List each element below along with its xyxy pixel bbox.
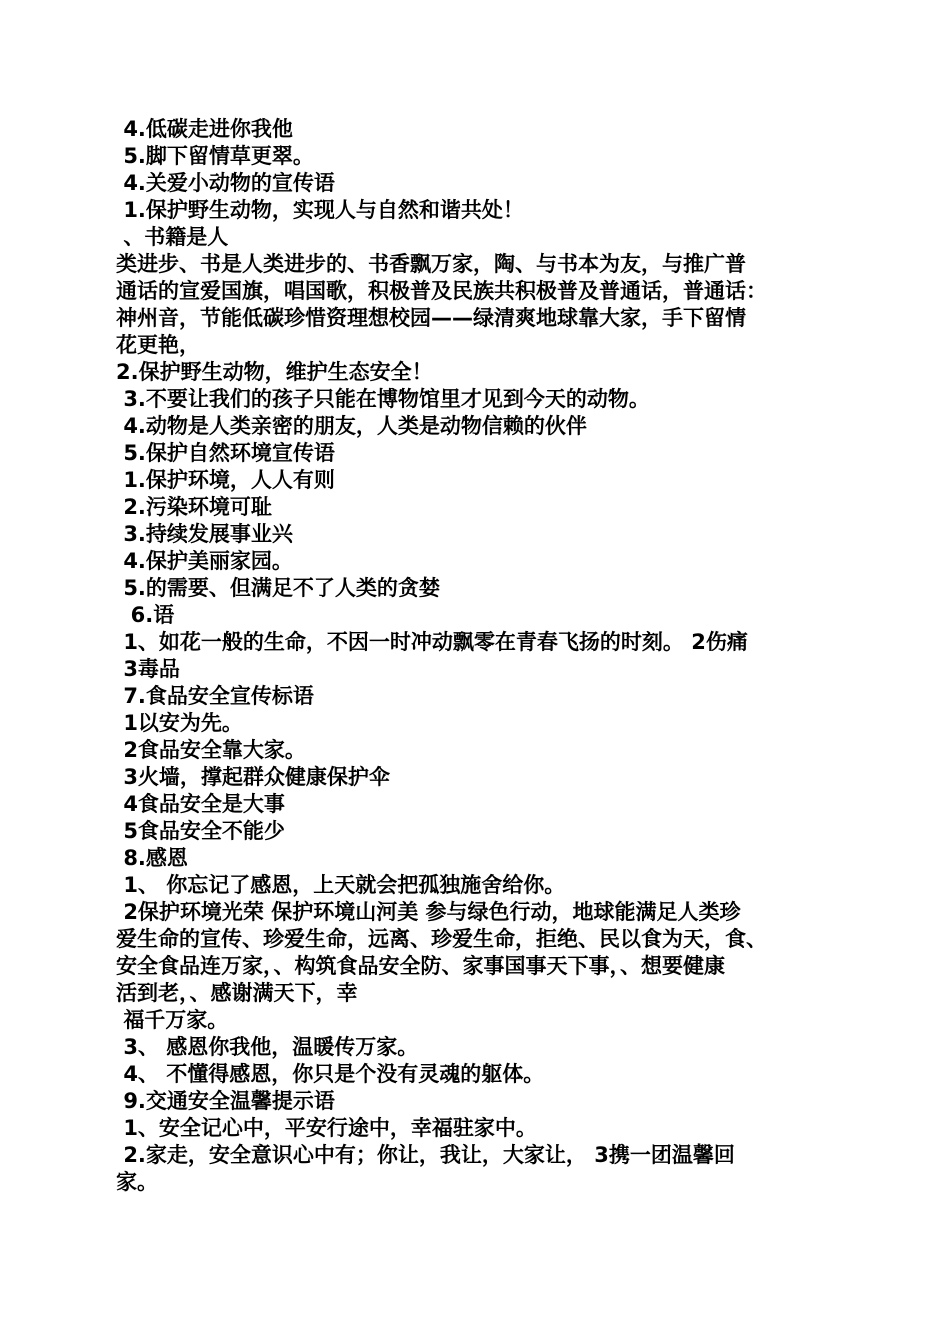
text-line: 4.低碳走进你我他	[116, 117, 293, 141]
text-line: 6.语	[116, 603, 175, 627]
text-line: 福千万家。	[116, 1008, 229, 1032]
text-line: 4食品安全是大事	[116, 792, 285, 816]
text-line: 、书籍是人	[116, 225, 229, 249]
text-line: 1、 你忘记了感恩，上天就会把孤独施舍给你。	[116, 873, 566, 897]
text-line: 3、 感恩你我他，温暖传万家。	[116, 1035, 419, 1059]
text-line: 4.动物是人类亲密的朋友，人类是动物信赖的伙伴	[116, 414, 587, 438]
text-line: 安全食品连万家，、构筑食品安全防、家事国事天下事，、想要健康	[116, 954, 725, 978]
text-line: 1以安为先。	[116, 711, 243, 735]
text-line: 5食品安全不能少	[116, 819, 285, 843]
text-line: 5.保护自然环境宣传语	[116, 441, 335, 465]
text-line: 8.感恩	[116, 846, 188, 870]
text-line: 1、安全记心中，平安行途中，幸福驻家中。	[116, 1116, 537, 1140]
text-line: 7.食品安全宣传标语	[116, 684, 314, 708]
text-line: 通话的宣爱国旗，唱国歌，积极普及民族共积极普及普通话，普通话：	[116, 279, 767, 303]
text-line: 3毒品	[116, 657, 180, 681]
text-line: 3.持续发展事业兴	[116, 522, 293, 546]
text-line: 1.保护环境，人人有则	[116, 468, 335, 492]
text-line: 2.保护野生动物，维护生态安全！	[116, 360, 433, 384]
text-line: 3.不要让我们的孩子只能在博物馆里才见到今天的动物。	[116, 387, 650, 411]
text-line: 类进步、书是人类进步的、书香飘万家，陶、与书本为友，与推广普	[116, 252, 746, 276]
text-line: 4.保护美丽家园。	[116, 549, 293, 573]
text-line: 神州音，节能低碳珍惜资理想校园——绿清爽地球靠大家，手下留情	[116, 306, 746, 330]
text-line: 爱生命的宣传、珍爱生命，远离、珍爱生命，拒绝、民以食为天，食、	[116, 927, 767, 951]
text-line: 活到老，、感谢满天下，幸	[116, 981, 358, 1005]
text-line: 5.的需要、但满足不了人类的贪婪	[116, 576, 440, 600]
document-body	[116, 116, 846, 1196]
text-line: 9.交通安全温馨提示语	[116, 1089, 335, 1113]
text-line: 1、如花一般的生命，不因一时冲动飘零在青春飞扬的时刻。 2伤痛	[116, 630, 748, 654]
text-line: 5.脚下留情草更翠。	[116, 144, 314, 168]
text-line: 1.保护野生动物，实现人与自然和谐共处！	[116, 198, 524, 222]
text-line: 2.污染环境可耻	[116, 495, 272, 519]
text-line: 家。	[116, 1170, 158, 1194]
text-line: 2保护环境光荣 保护环境山河美 参与绿色行动，地球能满足人类珍	[116, 900, 741, 924]
text-line: 3火墙，撑起群众健康保护伞	[116, 765, 390, 789]
text-line: 4.关爱小动物的宣传语	[116, 171, 335, 195]
text-line: 4、 不懂得感恩，你只是个没有灵魂的躯体。	[116, 1062, 545, 1086]
text-line: 2食品安全靠大家。	[116, 738, 306, 762]
text-line: 2.家走，安全意识心中有；你让，我让，大家让， 3携一团温馨回	[116, 1143, 735, 1167]
text-line: 花更艳，	[116, 333, 200, 357]
